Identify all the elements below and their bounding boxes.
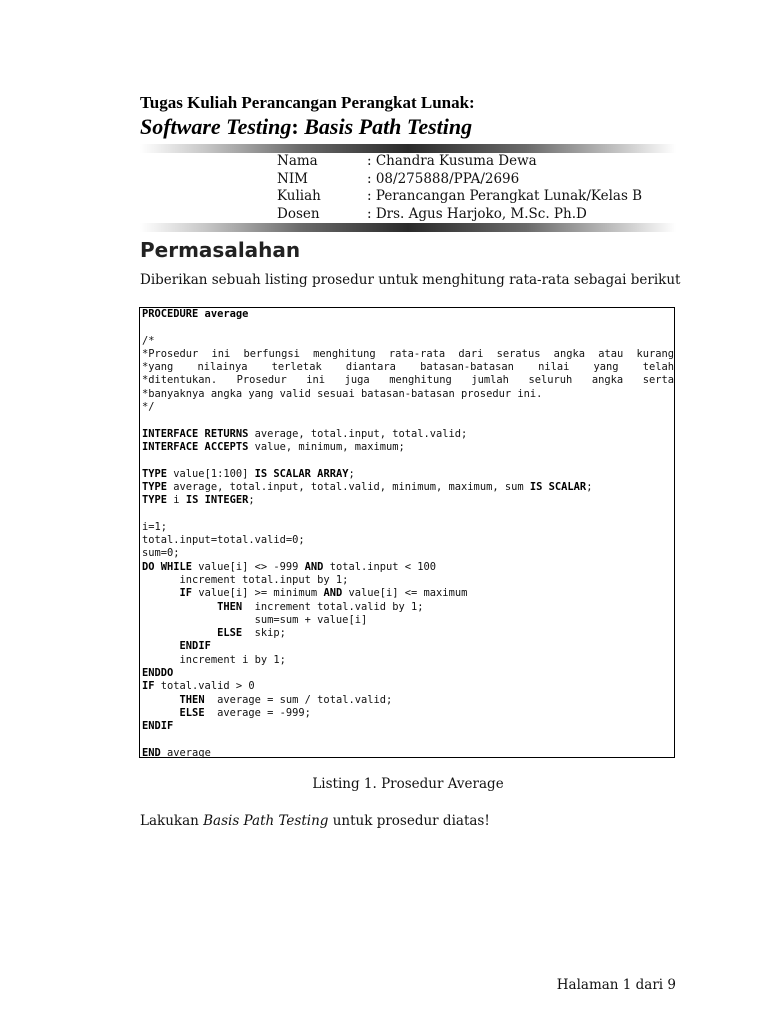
header-rule-top — [140, 144, 676, 153]
code-line: IF total.valid > 0 — [142, 680, 255, 693]
task-text-before: Lakukan — [140, 813, 204, 829]
listing-caption: Listing 1. Prosedur Average — [312, 776, 504, 792]
title-part-basis-path: Basis Path Testing — [304, 114, 473, 139]
code-line: TYPE value[1:100] IS SCALAR ARRAY; — [142, 467, 355, 480]
code-line: DO WHILE value[i] <> -999 AND total.input < 100 — [142, 560, 437, 573]
info-label: NIM — [277, 170, 308, 187]
code-line: increment total.input by 1; — [142, 573, 349, 586]
task-instruction — [140, 813, 490, 829]
code-line — [142, 507, 674, 520]
code-line — [142, 321, 674, 334]
info-row-kuliah — [277, 188, 642, 206]
code-line: INTERFACE ACCEPTS value, minimum, maximum; — [142, 440, 405, 453]
info-row-nama — [277, 153, 642, 171]
code-line: *Prosedur ini berfungsi menghitung rata-rata dari seratus angka atau kurang — [142, 347, 674, 360]
code-line — [142, 734, 674, 747]
info-value: : Chandra Kusuma Dewa — [367, 153, 537, 169]
code-line: END average — [142, 746, 211, 759]
info-value: : 08/275888/PPA/2696 — [367, 170, 520, 187]
student-info-table — [277, 153, 642, 223]
info-value: : Drs. Agus Harjoko, M.Sc. Ph.D — [367, 205, 587, 222]
info-row-nim — [277, 171, 642, 189]
code-line: sum=sum + value[i] — [142, 613, 368, 626]
code-line: TYPE average, total.input, total.valid, minimum, maximum, sum IS SCALAR; — [142, 480, 593, 493]
code-line: ENDDO — [142, 667, 174, 680]
info-value: : Perancangan Perangkat Lunak/Kelas B — [367, 188, 643, 204]
code-line: THEN increment total.valid by 1; — [217, 600, 424, 613]
info-label: Nama — [277, 153, 318, 169]
document-title-line1: Tugas Kuliah Perancangan Perangkat Lunak: — [140, 93, 475, 112]
title-part-software-testing: Software Testing — [140, 114, 292, 139]
code-line: sum=0; — [142, 547, 180, 560]
header-rule-bottom — [140, 223, 676, 232]
code-line: total.input=total.valid=0; — [142, 534, 305, 547]
code-line: TYPE i IS INTEGER; — [142, 494, 255, 507]
title-separator: : — [291, 114, 305, 139]
code-line: ELSE average = -999; — [179, 706, 311, 719]
code-line — [142, 454, 674, 467]
code-listing-box — [139, 307, 675, 758]
code-line: ENDIF — [179, 640, 211, 653]
code-line — [142, 414, 674, 427]
code-line: THEN average = sum / total.valid; — [179, 693, 393, 706]
code-line: ELSE skip; — [217, 627, 286, 640]
code-line: IF value[i] >= minimum AND value[i] <= maximum — [179, 587, 468, 600]
section-heading: Permasalahan — [140, 238, 301, 262]
info-label: Dosen — [277, 205, 320, 222]
code-line: INTERFACE RETURNS average, total.input, total.valid; — [142, 427, 468, 440]
page-number-footer: Halaman 1 dari 9 — [556, 977, 676, 993]
task-text-after: untuk prosedur diatas! — [328, 813, 490, 829]
code-line: increment i by 1; — [142, 653, 286, 666]
document-title-line2 — [140, 114, 472, 140]
code-line: PROCEDURE average — [142, 308, 249, 320]
info-row-dosen — [277, 206, 642, 224]
code-listing — [142, 308, 674, 760]
code-line: i=1; — [142, 520, 168, 533]
code-line: */ — [142, 401, 155, 414]
code-line: *banyaknya angka yang valid sesuai batasan-batasan prosedur ini. — [142, 387, 543, 400]
intro-paragraph: Diberikan sebuah listing prosedur untuk menghitung rata-rata sebagai berikut — [140, 272, 681, 288]
code-line: /* — [142, 334, 155, 347]
code-line: ENDIF — [142, 720, 174, 733]
code-line: *ditentukan. Prosedur ini juga menghitung jumlah seluruh angka serta — [142, 374, 674, 387]
task-emphasis: Basis Path Testing — [203, 813, 329, 829]
info-label: Kuliah — [277, 188, 321, 204]
code-line: *yang nilainya terletak diantara batasan-batasan nilai yang telah — [142, 361, 674, 374]
